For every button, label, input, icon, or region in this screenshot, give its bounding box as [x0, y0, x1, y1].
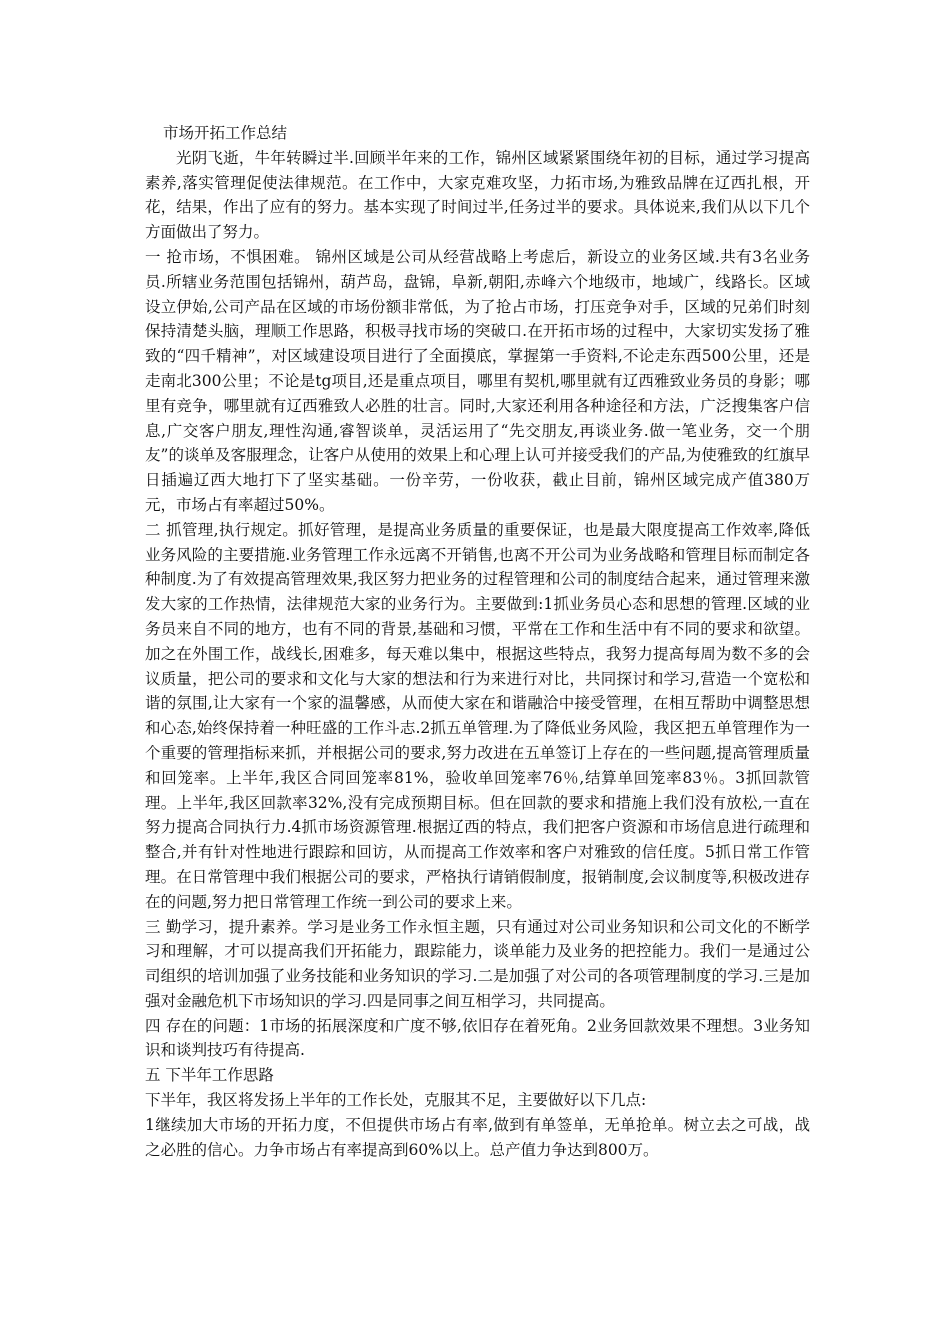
document-title: 市场开拓工作总结	[163, 124, 288, 142]
document-page	[145, 121, 810, 1162]
paragraph-section-4: 四 存在的问题：1市场的拓展深度和广度不够,依旧存在着死角。2业务回款效果不理想。3业务知识和谈判技巧有待提高.	[145, 1016, 810, 1060]
paragraph-section-5-heading: 五 下半年工作思路	[145, 1066, 274, 1085]
paragraph-section-3: 三 勤学习，提升素养。学习是业务工作永恒主题，只有通过对公司业务知识和公司文化的不断学习和理解，才可以提高我们开拓能力，跟踪能力，谈单能力及业务的把控能力。我们一是通过公司组织的培训加强了业务技能和业务知识的学习.二是加强了对公司的各项管理制度的学习.三是加强对金融危机下市场知识的学习.四是同事之间互相学习，共同提高。	[145, 917, 810, 1010]
paragraph-second-half-plan: 下半年，我区将发扬上半年的工作长处，克服其不足，主要做好以下几点:	[145, 1091, 647, 1110]
paragraph-section-1: 一 抢市场，不惧困难。 锦州区域是公司从经营战略上考虑后，新设立的业务区域.共有3名业务员.所辖业务范围包括锦州，葫芦岛，盘锦，阜新,朝阳,赤峰六个地级市，地域广，线路长。区域设立伊始,公司产品在区域的市场份额非常低，为了抢占市场，打压竞争对手，区域的兄弟们时刻保持清楚头脑，理顺工作思路，积极寻找市场的突破口.在开拓市场的过程中，大家切实发扬了雅致的“四千精神”，对区域建设项目进行了全面摸底，掌握第一手资料,不论走东西500公里，还是走南北300公里；不论是tg项目,还是重点项目，哪里有契机,哪里就有辽西雅致业务员的身影；哪里有竞争，哪里就有辽西雅致人必胜的壮言。同时,大家还利用各种途径和方法，广泛搜集客户信息,广交客户朋友,理性沟通,睿智谈单，灵活运用了“先交朋友,再谈业务.做一笔业务，交一个朋友”的谈单及客服理念，让客户从使用的效果上和心理上认可并接受我们的产品,为使雅致的红旗早日插遍辽西大地打下了坚实基础。一份辛劳，一份收获，截止目前，锦州区域完成产值380万元，市场占有率超过50%。	[145, 247, 810, 514]
paragraph-intro: 光阴飞逝，牛年转瞬过半.回顾半年来的工作，锦州区域紧紧围绕年初的目标，通过学习提高素养,落实管理促使法律规范。在工作中，大家克难攻坚，力拓市场,为雅致品牌在辽西扎根，开花，结果，作出了应有的努力。基本实现了时间过半,任务过半的要求。具体说来,我们从以下几个方面做出了努力。	[145, 148, 810, 242]
paragraph-plan-item-1: 1继续加大市场的开拓力度，不但提供市场占有率,做到有单签单，无单抢单。树立去之可战，战之必胜的信心。力争市场占有率提高到60%以上。总产值力争达到800万。	[145, 1115, 810, 1159]
paragraph-section-2: 二 抓管理,执行规定。抓好管理，是提高业务质量的重要保证，也是最大限度提高工作效率,降低业务风险的主要措施.业务管理工作永远离不开销售,也离不开公司为业务战略和管理目标而制定各种制度.为了有效提高管理效果,我区努力把业务的过程管理和公司的制度结合起来，通过管理来激发大家的工作热情，法律规范大家的业务行为。主要做到:1抓业务员心态和思想的管理.区域的业务员来自不同的地方，也有不同的背景,基础和习惯，平常在工作和生活中有不同的要求和欲望。加之在外围工作，战线长,困难多，每天难以集中，根据这些特点，我努力提高每周为数不多的会议质量，把公司的要求和文化与大家的想法和行为来进行对比，共同探讨和学习,营造一个宽松和谐的氛围,让大家有一个家的温馨感，从而使大家在和谐融洽中接受管理，在相互帮助中调整思想和心态,始终保持着一种旺盛的工作斗志.2抓五单管理.为了降低业务风险，我区把五单管理作为一个重要的管理指标来抓，并根据公司的要求,努力改进在五单签订上存在的一些问题,提高管理质量和回笼率。上半年,我区合同回笼率81%，验收单回笼率76％,结算单回笼率83％。3抓回款管理。上半年,我区回款率32%,没有完成预期目标。但在回款的要求和措施上我们没有放松,一直在努力提高合同执行力.4抓市场资源管理.根据辽西的特点，我们把客户资源和市场信息进行疏理和整合,并有针对性地进行跟踪和回访，从而提高工作效率和客户对雅致的信任度。5抓日常工作管理。在日常管理中我们根据公司的要求，严格执行请销假制度，报销制度,会议制度等,积极改进存在的问题,努力把日常管理工作统一到公司的要求上来。	[145, 520, 810, 911]
